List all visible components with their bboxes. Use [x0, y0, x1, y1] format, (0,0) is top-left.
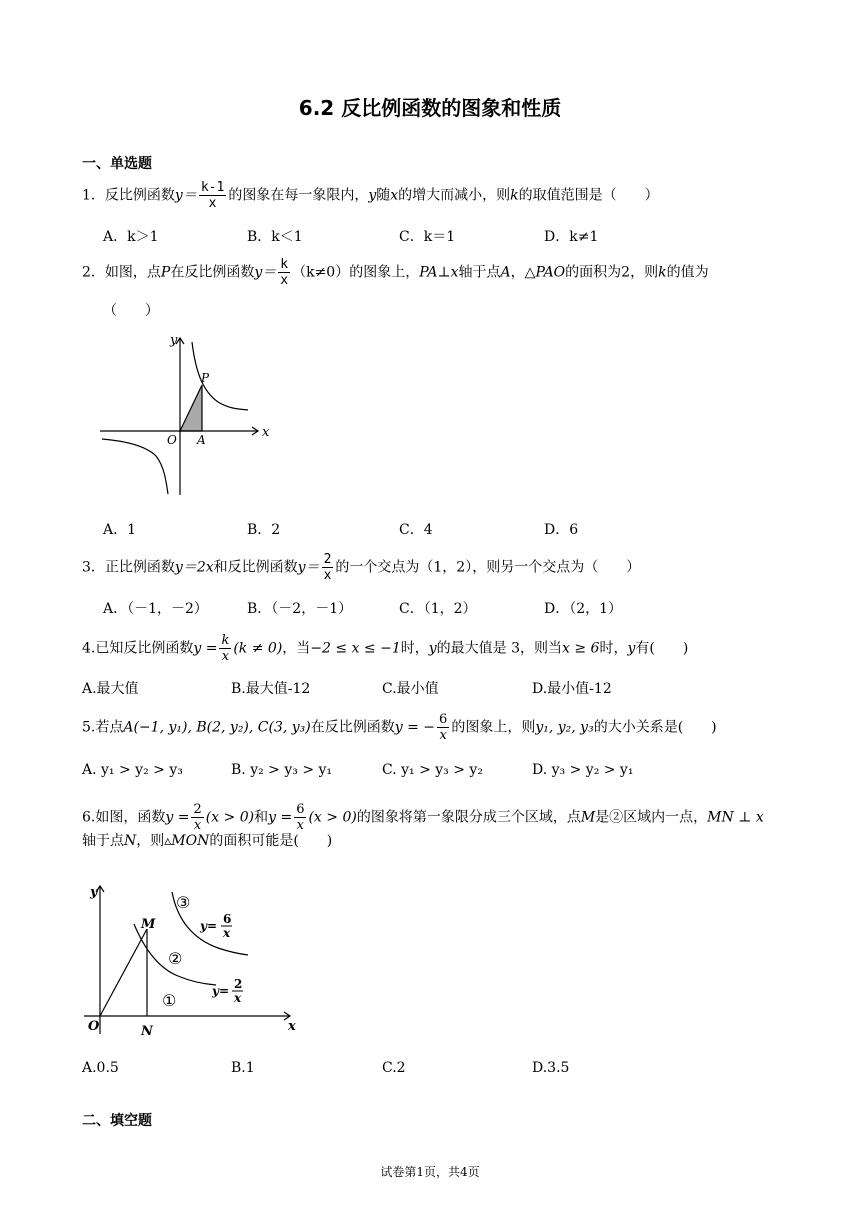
q2-frac-num: k: [280, 257, 289, 272]
q6-frac2-num: 6: [296, 802, 305, 817]
q6-fraction-1: [191, 803, 203, 832]
q2-text-e: 的值为: [666, 264, 709, 281]
q6-var-m: M: [580, 809, 596, 826]
q4-range: −2 ≤ x ≤ −1: [310, 640, 401, 657]
q5-fraction: [437, 713, 449, 742]
q1-option-c[interactable]: C．k＝1: [399, 229, 456, 245]
q6-y-eq1: y =: [165, 809, 190, 826]
q6-region-2: ②: [168, 949, 183, 968]
q4-text-c: 的最大值是 3，则当: [436, 640, 563, 657]
q3-text-b: 的一个交点为（1，2），则另一个交点为（ ）: [335, 559, 641, 576]
q4-text-b: 时，: [400, 640, 429, 657]
q5-y-eq: y = −: [394, 719, 436, 736]
q4-frac-num: k: [221, 633, 230, 648]
q3-frac-den: x: [323, 568, 332, 583]
q3-prefix: 3．正比例函数: [82, 559, 175, 576]
q6-region-3: ③: [176, 893, 191, 912]
section-heading-fill-in: 二、填空题: [82, 1113, 152, 1129]
q2-figure: [96, 330, 286, 500]
q2-text-b: 轴于点: [458, 264, 501, 281]
q4-option-c[interactable]: C.最小值: [382, 681, 439, 697]
q6-prefix: 6.如图，函数: [82, 809, 166, 826]
q1-option-d[interactable]: D．k≠1: [544, 229, 599, 245]
q6-fraction-2: [294, 803, 306, 832]
q5-option-c[interactable]: C. y₁ > y₃ > y₂: [382, 762, 483, 778]
q4-text-a: ，当: [282, 640, 311, 657]
q2-text-c: ，△: [510, 264, 536, 281]
q6-text-b: 的图象将第一象限分成三个区域，点: [356, 809, 581, 826]
q5-vars: y₁, y₂, y₃: [535, 719, 594, 736]
q5-prefix: 5.若点: [82, 719, 124, 736]
q6-option-d[interactable]: D.3.5: [532, 1060, 570, 1076]
q6-text-c: 是②区域内一点，: [595, 809, 708, 826]
q6-text-d: ，则: [136, 833, 165, 849]
q4-text-e: 有( ): [635, 640, 689, 657]
q1-fraction: [199, 181, 226, 210]
q2-cond: （k≠0）的图象上，: [292, 264, 420, 281]
q5-option-d[interactable]: D. y₃ > y₂ > y₁: [532, 762, 634, 778]
q2-prefix: 2．如图，点: [82, 264, 161, 281]
q6-frac1-den: x: [193, 818, 202, 833]
q1-var-y: y: [368, 187, 377, 204]
q6-figure: [78, 878, 308, 1038]
q1-frac-den: x: [208, 196, 217, 211]
q5-text-c: 的大小关系是( ): [593, 719, 717, 736]
q4-prefix: 4.已知反比例函数: [82, 640, 194, 657]
q2-shaded-triangle: [180, 385, 202, 431]
q6-var-n: N: [124, 833, 137, 849]
q4-cond2: x ≥ 6: [562, 640, 600, 657]
q2-option-a[interactable]: A．1: [103, 522, 137, 538]
q6-y-eq2: y =: [268, 809, 293, 826]
q2-answer-paren: （ ）: [103, 303, 159, 319]
q6-curve1-label-num: 6: [223, 912, 232, 926]
q3-text-a: 和反比例函数: [213, 559, 298, 576]
q3-option-d[interactable]: D．（2，1）: [544, 601, 623, 617]
q6-label-m: M: [141, 917, 156, 932]
q6-curve1-label-den: x: [223, 926, 231, 940]
q3-option-c[interactable]: C．（1，2）: [399, 601, 477, 617]
q6-frac1-num: 2: [193, 802, 202, 817]
q6-line2-a: 轴于点: [82, 833, 124, 849]
q4-option-d[interactable]: D.最小值-12: [532, 681, 612, 697]
q6-option-a[interactable]: A.0.5: [82, 1060, 119, 1076]
q4-cond: (k ≠ 0): [233, 640, 283, 657]
q2-pao: PAO: [535, 264, 566, 281]
q6-label-n: N: [141, 1024, 153, 1038]
q2-label-x: x: [262, 425, 270, 440]
q1-var-x: x: [390, 187, 399, 204]
q2-y-eq: y＝: [254, 264, 277, 281]
q2-curve-q3: [102, 439, 168, 494]
q2-label-p: P: [201, 371, 210, 385]
q2-frac-den: x: [280, 273, 289, 288]
q3-fraction: [322, 553, 334, 582]
q4-var-y2: y: [627, 640, 636, 657]
q5-frac-num: 6: [439, 712, 448, 727]
q2-label-o: O: [167, 433, 177, 447]
q2-var-p: P: [160, 264, 171, 281]
question-6-line-2: [82, 831, 332, 851]
q6-curve2-label-y: y=: [212, 984, 230, 998]
page-footer: 试卷第1页，共4页: [380, 1165, 480, 1179]
q1-option-b[interactable]: B．k＜1: [247, 229, 303, 245]
q1-prefix: 1．反比例函数: [82, 187, 175, 204]
section-heading-single-choice: 一、单选题: [82, 156, 152, 172]
q6-cond2: (x > 0): [308, 809, 357, 826]
q5-frac-den: x: [439, 728, 447, 743]
question-2: [82, 258, 709, 287]
q6-text-e: 的面积可能是( ): [209, 833, 333, 849]
q6-curve1-label-y: y=: [200, 919, 218, 933]
question-4: [82, 634, 688, 663]
q6-cond1: (x > 0): [205, 809, 255, 826]
question-1: [82, 181, 659, 210]
q6-region-1: ①: [162, 991, 177, 1010]
q4-text-d: 时，: [599, 640, 628, 657]
q5-text-b: 的图象上，则: [451, 719, 536, 736]
q6-segment-om: [100, 929, 147, 1016]
q4-option-a[interactable]: A.最大值: [82, 681, 139, 697]
question-6: [82, 803, 764, 832]
q5-points: A(−1, y₁), B(2, y₂), C(3, y₃): [123, 719, 311, 736]
q6-curve2-label-den: x: [234, 991, 242, 1005]
question-5: [82, 713, 717, 742]
q3-option-b[interactable]: B．（－2，－1）: [247, 601, 353, 617]
q1-text-a: 的图象在每一象限内，: [228, 187, 369, 204]
q2-fraction: [278, 258, 290, 287]
q4-fraction: [219, 634, 231, 663]
q1-text-d: 的取值范围是（ ）: [518, 187, 659, 204]
q6-option-c[interactable]: C.2: [382, 1060, 406, 1076]
question-3: [82, 553, 640, 582]
q4-frac-den: x: [221, 649, 230, 664]
page-title: 6.2 反比例函数的图象和性质: [298, 96, 562, 120]
q6-frac2-den: x: [296, 818, 304, 833]
q2-label-a: A: [197, 433, 206, 447]
q3-linear-function: y＝2x: [174, 559, 214, 576]
q6-curve2-label-num: 2: [234, 977, 243, 991]
q3-frac-num: 2: [323, 552, 332, 567]
q3-option-a[interactable]: A．（－1，－2）: [103, 601, 208, 617]
q2-pa: PA⊥x: [419, 264, 459, 281]
q4-option-b[interactable]: B.最大值-12: [231, 681, 311, 697]
q4-y-eq: y =: [193, 640, 218, 657]
q3-y-eq: y＝: [297, 559, 320, 576]
q6-triangle: ▵MON: [164, 833, 210, 849]
q2-option-d[interactable]: D．6: [544, 522, 579, 538]
q1-text-c: 的增大而减小，则: [398, 187, 511, 204]
q6-mn: MN ⊥ x: [707, 809, 764, 826]
q6-option-b[interactable]: B.1: [231, 1060, 255, 1076]
q4-var-y: y: [428, 640, 437, 657]
q1-option-a[interactable]: A．k＞1: [103, 229, 159, 245]
q6-text-a: 和: [254, 809, 269, 826]
q2-text-d: 的面积为2，则: [565, 264, 659, 281]
q1-var-k: k: [510, 187, 519, 204]
q5-text-a: 在反比例函数: [310, 719, 395, 736]
q6-label-y: y: [90, 885, 98, 900]
q2-var-k: k: [658, 264, 667, 281]
q2-option-b[interactable]: B．2: [247, 522, 281, 538]
q2-var-a: A: [500, 264, 511, 281]
q1-text-b: 随: [376, 187, 391, 204]
q2-option-c[interactable]: C．4: [399, 522, 433, 538]
q5-option-b[interactable]: B. y₂ > y₃ > y₁: [231, 762, 333, 778]
q2-label-y: y: [170, 333, 178, 348]
q5-option-a[interactable]: A. y₁ > y₂ > y₃: [82, 762, 183, 778]
q1-frac-num: k-1: [200, 180, 225, 195]
q6-label-o: O: [88, 1019, 100, 1034]
q6-label-x: x: [288, 1019, 296, 1034]
q2-text-a: 在反比例函数: [170, 264, 255, 281]
q1-y-eq: y＝: [174, 187, 197, 204]
